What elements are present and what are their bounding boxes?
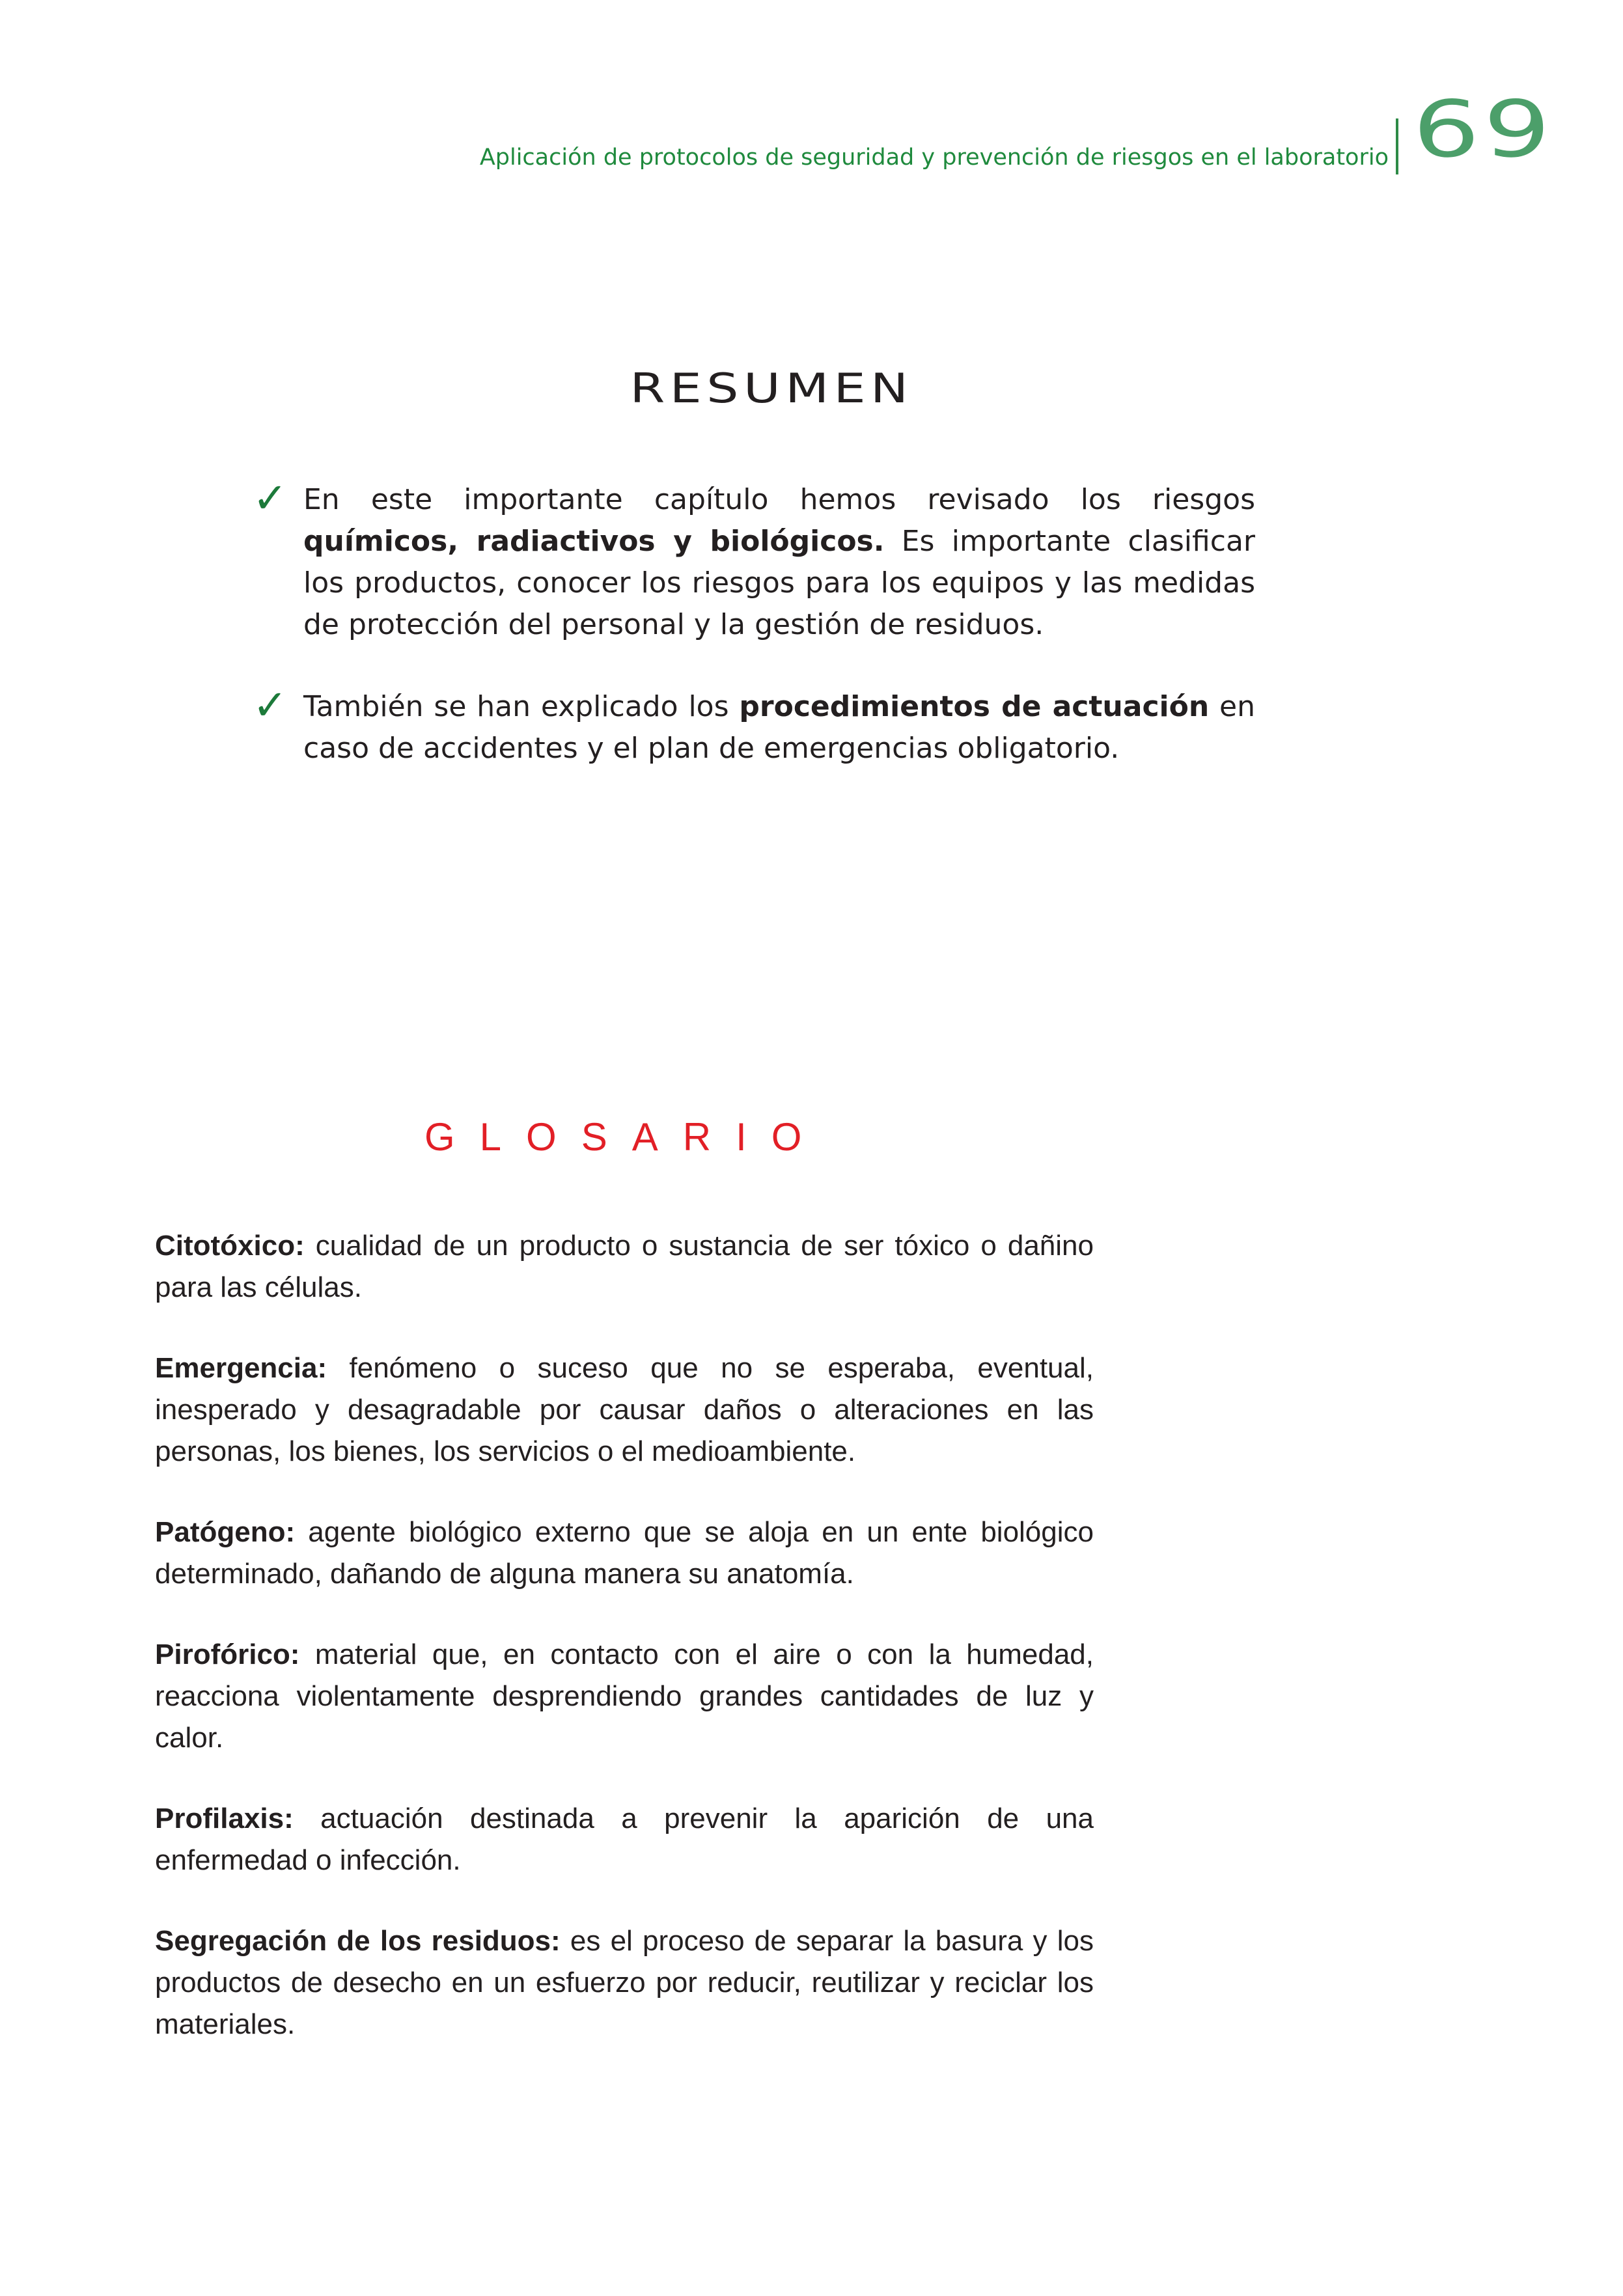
glossary-entry [155,1348,1094,1473]
glossary-definition: es el proceso de separar la basura y los productos de desecho en un esfuerzo por reducir, reutilizar y reciclar los materiales. [155,1925,1094,2040]
checkmark-icon: ✓ [253,475,288,523]
resumen-list [253,475,1255,810]
running-header-title: Aplicación de protocolos de seguridad y prevención de riesgos en el laboratorio [479,145,1389,171]
glossary-entry [155,1920,1094,2045]
glossary-definition: agente biológico externo que se aloja en un ente biológico determinado, dañando de alguna manera su anatomía. [155,1516,1094,1590]
resumen-title: RESUMEN [630,365,913,412]
page-number: 69 [1413,85,1554,175]
header-divider [1396,118,1398,174]
glosario-title: GLOSARIO [424,1115,827,1159]
resumen-highlight: químicos, radiactivos y biológicos. [303,525,885,558]
resumen-text: en caso de accidentes y el plan de emergencias obligatorio. [303,690,1255,765]
resumen-item [253,475,1255,646]
glossary-entry [155,1634,1094,1759]
resumen-item [253,682,1255,769]
glossary-list [155,1196,1094,2084]
checkmark-icon: ✓ [253,682,288,730]
glossary-entry [155,1225,1094,1308]
glossary-term: Profilaxis: [155,1803,294,1834]
glossary-term: Pirofórico: [155,1639,300,1670]
resumen-text: En este importante capítulo hemos revisado los riesgos [303,483,1255,516]
glossary-term: Patógeno: [155,1516,296,1548]
glossary-definition: material que, en contacto con el aire o con la humedad, reacciona violentamente desprendiendo grandes cantidades de luz y calor. [155,1639,1094,1754]
page-header [0,85,1623,176]
glossary-definition: actuación destinada a prevenir la aparición de una enfermedad o infección. [155,1803,1094,1876]
glossary-term: Emergencia: [155,1352,327,1384]
glossary-term: Citotóxico: [155,1230,305,1262]
glossary-entry [155,1512,1094,1595]
glossary-definition: cualidad de un producto o sustancia de ser tóxico o dañino para las células. [155,1230,1094,1303]
glossary-definition: fenómeno o suceso que no se esperaba, eventual, inesperado y desagradable por causar daños o alteraciones en las personas, los bienes, los servicios o el medioambiente. [155,1352,1094,1467]
resumen-text: Es importante clasificar los productos, conocer los riesgos para los equipos y las medidas de protección del personal y la gestión de residuos. [303,525,1255,641]
resumen-highlight: procedimientos de actuación [739,690,1210,723]
glossary-term: Segregación de los residuos: [155,1925,561,1957]
resumen-text: También se han explicado los [303,690,740,723]
glossary-entry [155,1798,1094,1881]
